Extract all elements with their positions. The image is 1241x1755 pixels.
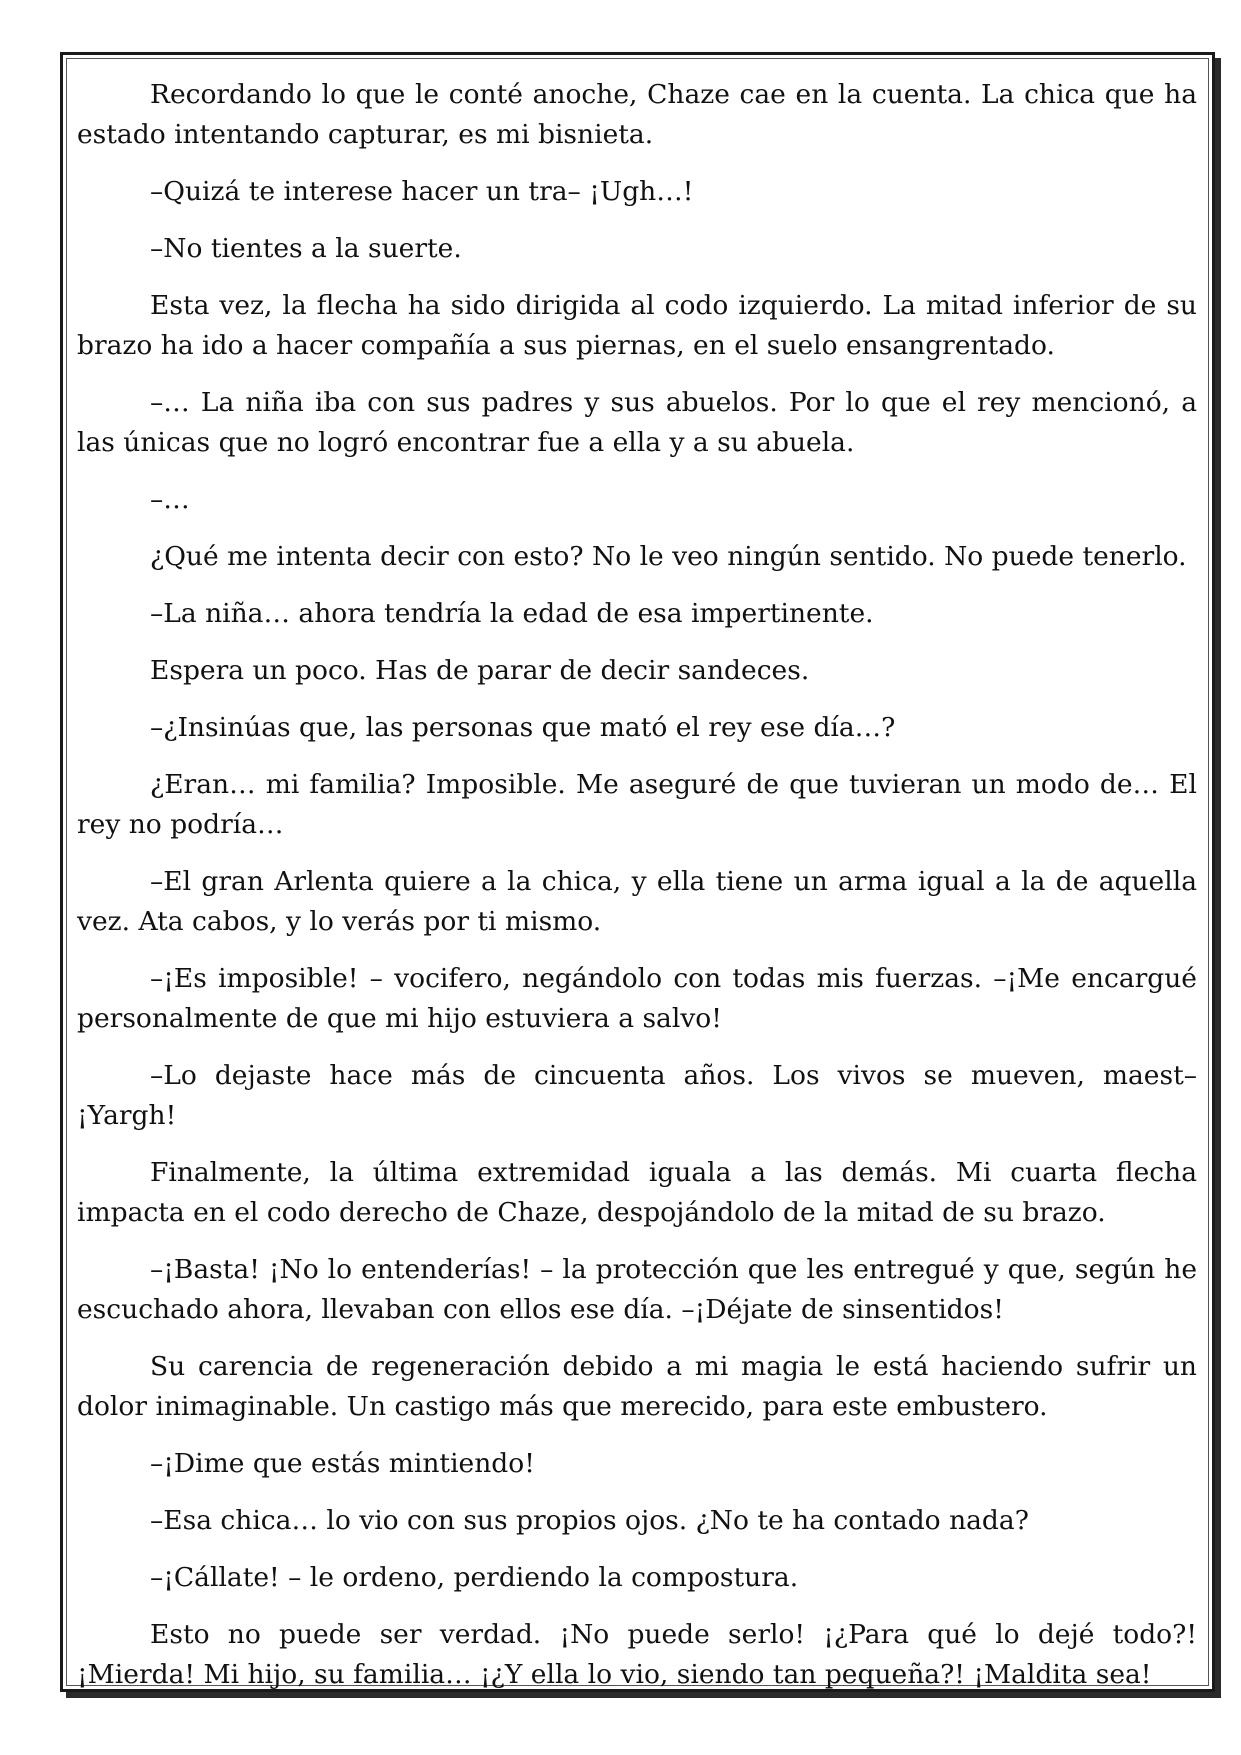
page-frame [60, 52, 1215, 1692]
paragraph: Su carencia de regeneración debido a mi magia le está haciendo sufrir un dolor inimaginable. Un castigo más que merecido, para este embustero. [77, 1351, 1197, 1422]
paragraph: Espera un poco. Has de parar de decir sandeces. [150, 655, 810, 686]
paragraph: Esta vez, la flecha ha sido dirigida al codo izquierdo. La mitad inferior de su brazo ha ido a hacer compañía a sus piernas, en el suelo ensangrentado. [77, 290, 1197, 361]
paragraph: –¡Cállate! – le ordeno, perdiendo la compostura. [150, 1562, 799, 1593]
paragraph: Esto no puede ser verdad. ¡No puede serlo! ¡¿Para qué lo dejé todo?! ¡Mierda! Mi hijo, su familia… ¡¿Y ella lo vio, siendo tan pequeña?! ¡Maldita sea! [77, 1619, 1197, 1690]
paragraph: –Esa chica… lo vio con sus propios ojos. ¿No te ha contado nada? [150, 1505, 1029, 1536]
text-body [77, 75, 1197, 1712]
paragraph: –¿Insinúas que, las personas que mató el rey ese día…? [150, 712, 896, 743]
paragraph: –¡Es imposible! – vocifero, negándolo con todas mis fuerzas. –¡Me encargué personalmente de que mi hijo estuviera a salvo! [77, 963, 1197, 1034]
paragraph: –… [150, 484, 190, 515]
paragraph: –… La niña iba con sus padres y sus abuelos. Por lo que el rey mencionó, a las únicas que no logró encontrar fue a ella y a su abuela. [77, 387, 1197, 458]
paragraph: –La niña… ahora tendría la edad de esa impertinente. [150, 598, 874, 629]
paragraph: –Lo dejaste hace más de cincuenta años. Los vivos se mueven, maest– ¡Yargh! [77, 1060, 1197, 1131]
paragraph: ¿Qué me intenta decir con esto? No le veo ningún sentido. No puede tenerlo. [150, 541, 1187, 572]
paragraph: –¡Dime que estás mintiendo! [150, 1448, 535, 1479]
paragraph: Finalmente, la última extremidad iguala a las demás. Mi cuarta flecha impacta en el codo derecho de Chaze, despojándolo de la mitad de su brazo. [77, 1157, 1197, 1228]
paragraph: –¡Basta! ¡No lo entenderías! – la protección que les entregué y que, según he escuchado ahora, llevaban con ellos ese día. –¡Déjate de sinsentidos! [77, 1254, 1197, 1325]
paragraph: ¿Eran… mi familia? Imposible. Me aseguré de que tuvieran un modo de… El rey no podría… [77, 769, 1197, 840]
paragraph: Recordando lo que le conté anoche, Chaze cae en la cuenta. La chica que ha estado intentando capturar, es mi bisnieta. [77, 79, 1197, 150]
paragraph: –No tientes a la suerte. [150, 233, 462, 264]
paragraph: –Quizá te interese hacer un tra– ¡Ugh…! [150, 176, 694, 207]
paragraph: –El gran Arlenta quiere a la chica, y ella tiene un arma igual a la de aquella vez. Ata cabos, y lo verás por ti mismo. [77, 866, 1197, 937]
